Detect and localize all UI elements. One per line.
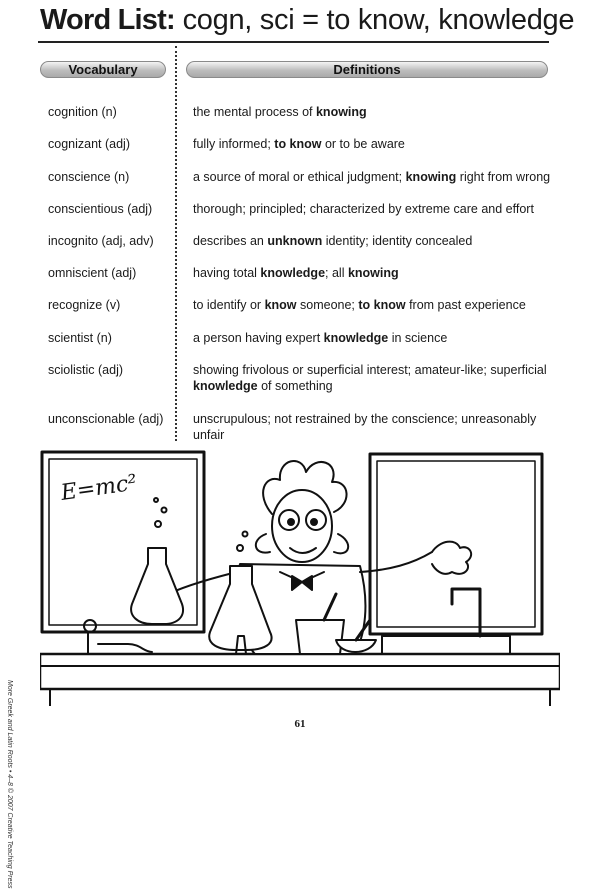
definition-text: [193, 362, 558, 394]
definition-segment: showing frivolous or superficial interest; amateur-like; superficial: [193, 363, 547, 377]
column-divider: [175, 46, 177, 441]
scientist-illustration: [40, 444, 560, 706]
title-rule: [38, 41, 549, 43]
definition-segment: from past experience: [405, 298, 526, 312]
definition-segment: identity; identity concealed: [322, 234, 473, 248]
board-equation: E=mc²: [59, 470, 139, 506]
definition-text: [193, 169, 558, 185]
definition-segment: unscrupulous; not restrained by the conscience; unreasonably unfair: [193, 412, 537, 442]
root-word-emphasis: knowledge: [260, 266, 326, 280]
root-word-emphasis: know: [264, 298, 297, 312]
definition-segment: having total: [193, 266, 261, 280]
title-root: cogn, sci = to know, knowledge: [174, 4, 575, 36]
page-number: 61: [294, 718, 306, 730]
definition-segment: a person having expert: [193, 331, 324, 345]
vocabulary-term: unconscionable (adj): [48, 412, 164, 426]
definition-text: [193, 411, 558, 443]
vocabulary-term: scientist (n): [48, 331, 112, 345]
definition-text: [193, 136, 558, 152]
definition-segment: or to be aware: [321, 137, 405, 151]
definition-segment: right from wrong: [456, 170, 551, 184]
root-word-emphasis: unknown: [267, 234, 323, 248]
definition-segment: someone;: [296, 298, 359, 312]
vocabulary-term: cognition (n): [48, 105, 117, 119]
definition-text: [193, 201, 558, 217]
definition-segment: describes an: [193, 234, 268, 248]
title-label: Word List:: [40, 4, 175, 36]
root-word-emphasis: knowledge: [193, 379, 258, 393]
root-word-emphasis: to know: [274, 137, 322, 151]
definition-segment: ; all: [325, 266, 348, 280]
vocabulary-term: incognito (adj, adv): [48, 234, 154, 248]
definition-segment: thorough; principled; characterized by extreme care and effort: [193, 202, 534, 216]
root-word-emphasis: knowing: [405, 170, 457, 184]
definition-segment: the mental process of: [193, 105, 316, 119]
vocabulary-term: cognizant (adj): [48, 137, 130, 151]
root-word-emphasis: knowing: [315, 105, 367, 119]
definition-segment: to identify or: [193, 298, 265, 312]
side-credit: More Greek and Latin Roots • 4–8 © 2007 Creative Teaching Press: [6, 680, 13, 889]
definitions-header: Definitions: [186, 61, 548, 78]
vocabulary-term: omniscient (adj): [48, 266, 137, 280]
definition-segment: in science: [388, 331, 448, 345]
page-title: [40, 4, 580, 40]
vocabulary-header: Vocabulary: [40, 61, 166, 78]
vocabulary-term: sciolistic (adj): [48, 363, 124, 377]
root-word-emphasis: to know: [358, 298, 406, 312]
root-word-emphasis: knowledge: [323, 331, 389, 345]
vocabulary-term: conscientious (adj): [48, 202, 153, 216]
definition-segment: of something: [257, 379, 333, 393]
vocabulary-term: recognize (v): [48, 298, 121, 312]
definition-segment: a source of moral or ethical judgment;: [193, 170, 406, 184]
root-word-emphasis: knowing: [347, 266, 399, 280]
definition-text: [193, 297, 558, 313]
definition-text: [193, 233, 558, 249]
definition-text: [193, 330, 558, 346]
definition-text: [193, 104, 558, 120]
vocabulary-term: conscience (n): [48, 170, 130, 184]
definition-text: [193, 265, 558, 281]
definition-segment: fully informed;: [193, 137, 275, 151]
